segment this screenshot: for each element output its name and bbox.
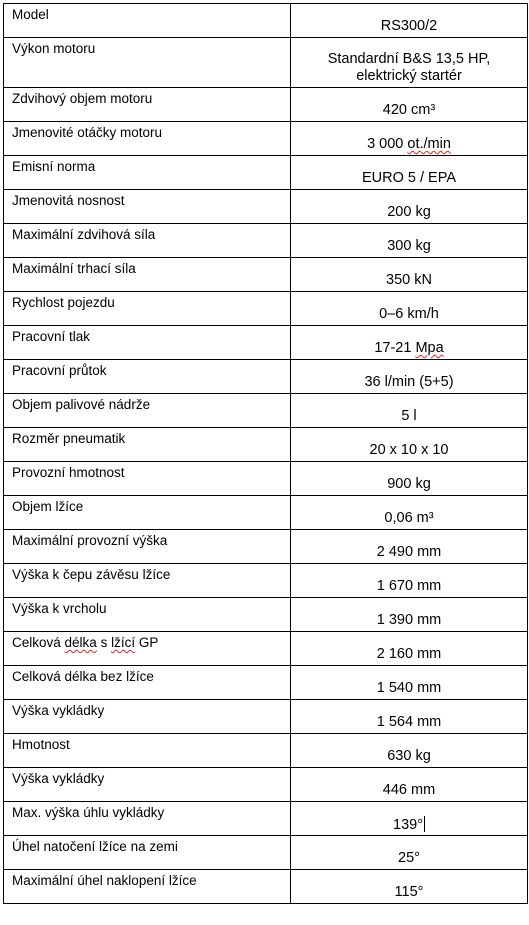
spec-label-dump-height: Výška vykládky: [12, 703, 105, 718]
spec-label-emission: Emisní norma: [12, 159, 96, 174]
spec-row: [4, 394, 528, 428]
spec-label-max-tilt-angle: Maximální úhel naklopení lžíce: [12, 873, 197, 888]
spec-value-fuel-tank: 5 l: [401, 408, 417, 424]
spec-value-rated-speed: [291, 122, 527, 153]
text-caret: [424, 816, 425, 832]
spec-value-max-operating-height: 2 490 mm: [376, 544, 442, 560]
spec-label-cell: [4, 4, 291, 38]
spec-label-length-with-bucket: [4, 632, 290, 651]
spec-value-lift-force: 300 kg: [387, 238, 431, 254]
specification-table: [3, 3, 528, 904]
spec-value-cell: [291, 88, 528, 122]
spec-value-max-tilt-angle: 115°: [394, 884, 424, 900]
spec-label-fuel-tank: Objem palivové nádrže: [12, 397, 151, 412]
spec-value-cell: [291, 122, 528, 156]
spec-label-cell: [4, 360, 291, 394]
spec-value-cell: [291, 666, 528, 700]
spec-label-cell: [4, 530, 291, 564]
spec-label-height-to-top: Výška k vrcholu: [12, 601, 107, 616]
spec-label-cell: [4, 700, 291, 734]
spec-value-dump-height-2: 446 mm: [382, 782, 436, 798]
spec-label-cell: [4, 462, 291, 496]
spec-value-max-dump-angle-text: 139°: [393, 817, 423, 833]
spec-value-cell: [291, 734, 528, 768]
spec-value-cell: [291, 496, 528, 530]
spec-label-displacement: Zdvihový objem motoru: [12, 91, 153, 106]
spec-label-cell: [4, 666, 291, 700]
spec-label-operating-weight: Provozní hmotnost: [12, 465, 125, 480]
spec-row: [4, 258, 528, 292]
spec-row: [4, 530, 528, 564]
spec-value-flow: 36 l/min (5+5): [364, 374, 454, 390]
spec-value-length-without-bucket: 1 540 mm: [376, 680, 442, 696]
spell-flagged-word: lžící: [111, 635, 136, 650]
spell-flagged-unit: ot./min: [407, 136, 451, 152]
spec-value-ground-rollback: 25°: [398, 850, 420, 866]
spec-row: [4, 836, 528, 870]
spec-label-part: GP: [135, 635, 159, 650]
spec-row: [4, 156, 528, 190]
spec-row: [4, 122, 528, 156]
spec-value-cell: [291, 462, 528, 496]
spec-label-travel-speed: Rychlost pojezdu: [12, 295, 115, 310]
spec-value-cell: [291, 190, 528, 224]
spec-row: [4, 700, 528, 734]
spec-value-cell: [291, 326, 528, 360]
spec-label-cell: [4, 632, 291, 666]
spec-label-max-operating-height: Maximální provozní výška: [12, 533, 168, 548]
spec-row: [4, 564, 528, 598]
spec-value-rated-capacity: 200 kg: [387, 204, 431, 220]
spec-value-cell: [291, 38, 528, 88]
spec-row: [4, 4, 528, 38]
spec-value-emission: EURO 5 / EPA: [361, 170, 456, 186]
spec-value-bucket-volume: 0,06 m³: [384, 510, 434, 526]
spec-value-cell: [291, 598, 528, 632]
spec-value-max-dump-angle[interactable]: [291, 802, 527, 834]
spec-value-model: RS300/2: [380, 18, 438, 34]
spec-value-rated-speed-number: 3 000: [367, 136, 408, 152]
spell-flagged-word: délka: [64, 635, 97, 650]
spec-label-cell: [4, 190, 291, 224]
spec-label-ground-rollback: Úhel natočení lžíce na zemi: [12, 839, 178, 854]
spec-value-cell: [291, 428, 528, 462]
spec-row: [4, 870, 528, 904]
spec-label-cell: [4, 292, 291, 326]
spec-value-cell: [291, 156, 528, 190]
spec-label-cell: [4, 496, 291, 530]
spec-value-displacement: 420 cm³: [382, 102, 436, 118]
spec-row: [4, 734, 528, 768]
spec-value-cell: [291, 836, 528, 870]
spec-row: [4, 38, 528, 88]
spec-value-weight: 630 kg: [387, 748, 431, 764]
spec-label-cell: [4, 394, 291, 428]
spec-value-cell: [291, 768, 528, 802]
spec-value-cell: [291, 394, 528, 428]
spec-label-length-without-bucket: Celková délka bez lžíce: [12, 669, 154, 684]
spec-value-hinge-pin-height: 1 670 mm: [376, 578, 442, 594]
spec-label-rated-capacity: Jmenovitá nosnost: [12, 193, 125, 208]
spec-label-cell: [4, 258, 291, 292]
spec-label-engine-power: Výkon motoru: [12, 41, 96, 56]
spec-value-cell: [291, 360, 528, 394]
spec-label-cell: [4, 734, 291, 768]
spec-label-part: s: [96, 635, 112, 650]
spec-label-cell: [4, 88, 291, 122]
spec-value-working-pressure: [291, 326, 527, 357]
spec-value-cell: [291, 700, 528, 734]
spec-row: [4, 88, 528, 122]
spec-label-breakout-force: Maximální trhací síla: [12, 261, 136, 276]
spec-value-cell: [291, 224, 528, 258]
spec-row: [4, 224, 528, 258]
spec-value-height-to-top: 1 390 mm: [376, 612, 442, 628]
spec-label-cell: [4, 156, 291, 190]
spec-label-working-pressure: Pracovní tlak: [12, 329, 91, 344]
spec-label-cell: [4, 224, 291, 258]
spec-row: [4, 598, 528, 632]
spec-value-cell: [291, 4, 528, 38]
spec-label-cell: [4, 870, 291, 904]
spec-row: [4, 326, 528, 360]
spec-label-cell: [4, 122, 291, 156]
spec-value-dump-height: 1 564 mm: [376, 714, 442, 730]
spec-label-lift-force: Maximální zdvihová síla: [12, 227, 156, 242]
spec-row: [4, 802, 528, 836]
spec-label-cell: [4, 836, 291, 870]
spec-row: [4, 190, 528, 224]
spec-label-tyre-size: Rozměr pneumatik: [12, 431, 126, 446]
spec-value-cell: [291, 564, 528, 598]
spec-value-working-pressure-number: 17-21: [374, 340, 416, 356]
spec-label-max-dump-angle: Max. výška úhlu vykládky: [12, 805, 165, 820]
spec-value-cell: [291, 870, 528, 904]
spec-label-cell: [4, 768, 291, 802]
spec-row: [4, 632, 528, 666]
spec-label-hinge-pin-height: Výška k čepu závěsu lžíce: [12, 567, 171, 582]
spec-label-model: Model: [12, 7, 49, 22]
spec-label-cell: [4, 802, 291, 836]
spec-value-operating-weight: 900 kg: [387, 476, 431, 492]
spec-value-cell: [291, 632, 528, 666]
spec-row: [4, 462, 528, 496]
spec-value-breakout-force: 350 kN: [386, 272, 432, 288]
spec-label-weight: Hmotnost: [12, 737, 70, 752]
spec-row: [4, 666, 528, 700]
spec-label-dump-height-2: Výška vykládky: [12, 771, 105, 786]
spec-row: [4, 496, 528, 530]
spec-value-travel-speed: 0–6 km/h: [379, 306, 439, 322]
spec-label-cell: [4, 428, 291, 462]
spec-label-cell: [4, 38, 291, 88]
spec-row: [4, 360, 528, 394]
spec-row: [4, 292, 528, 326]
spec-value-cell: [291, 292, 528, 326]
spec-row: [4, 768, 528, 802]
spec-value-engine-power: Standardní B&S 13,5 HP, elektrický startér: [327, 51, 491, 84]
spec-value-tyre-size: 20 x 10 x 10: [369, 442, 449, 458]
spec-label-rated-speed: Jmenovité otáčky motoru: [12, 125, 163, 140]
spec-value-cell: [291, 258, 528, 292]
spec-label-bucket-volume: Objem lžíce: [12, 499, 84, 514]
spec-label-cell: [4, 598, 291, 632]
spec-row: [4, 428, 528, 462]
spec-label-cell: [4, 564, 291, 598]
spec-value-cell[interactable]: [291, 802, 528, 836]
spell-flagged-unit: Mpa: [415, 340, 444, 356]
spec-label-cell: [4, 326, 291, 360]
spec-label-part: Celková: [12, 635, 65, 650]
spec-label-flow: Pracovní průtok: [12, 363, 107, 378]
spec-value-cell: [291, 530, 528, 564]
spec-value-length-with-bucket: 2 160 mm: [376, 646, 442, 662]
